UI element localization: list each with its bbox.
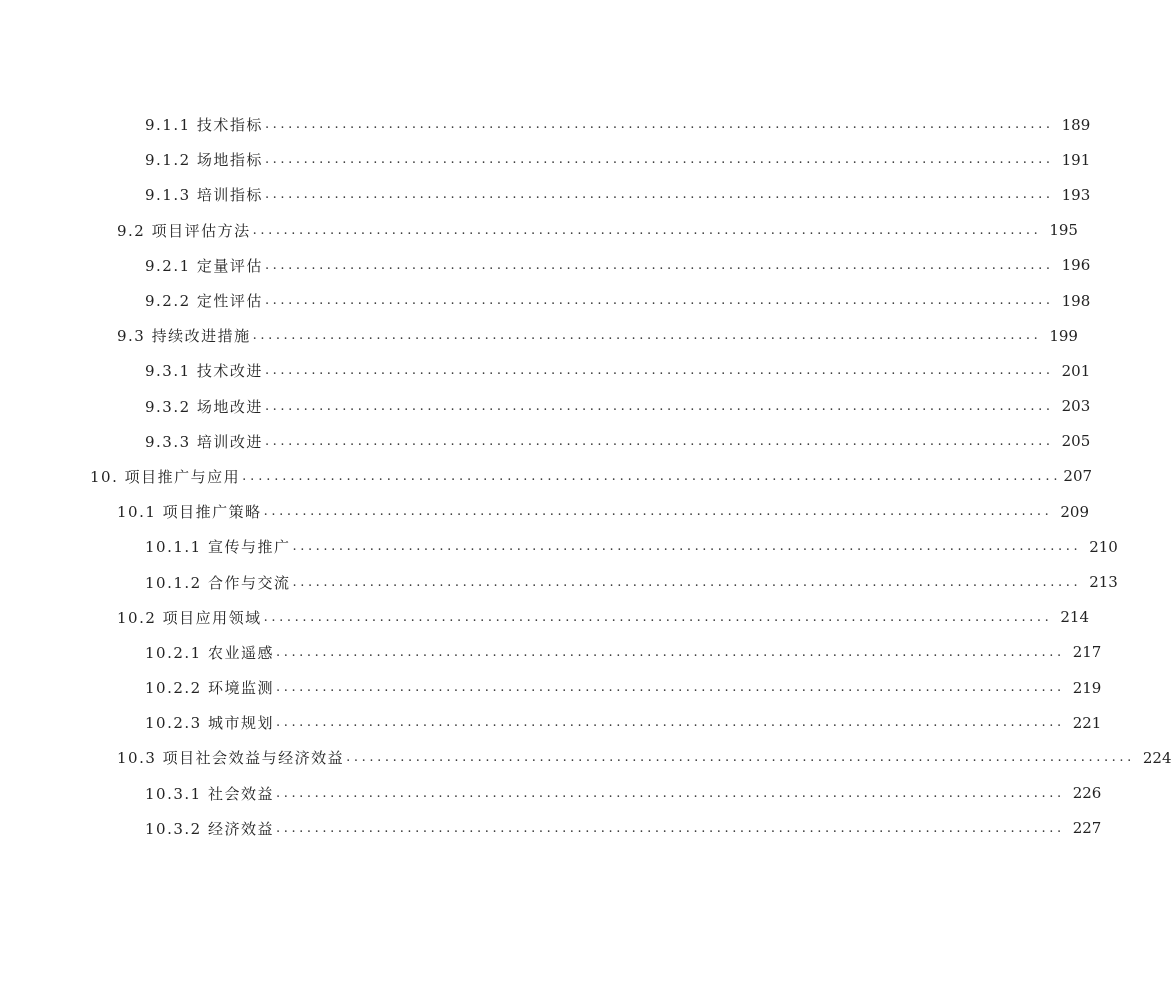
toc-entry-label: 9.2.1 定量评估 [145, 256, 263, 275]
toc-entry-10-1-1[interactable] [0, 529, 1118, 564]
toc-entry-page-number: 227 [1072, 819, 1102, 838]
toc-entry-label: 10.3 项目社会效益与经济效益 [117, 749, 345, 768]
toc-entry-label: 9.1.1 技术指标 [145, 116, 263, 135]
toc-entry-label: 9.3 持续改进措施 [117, 327, 251, 346]
dot-leader: ...................................................................................................... [264, 433, 1054, 449]
toc-entry-page-number: 226 [1072, 784, 1102, 803]
toc-entry-page-number: 224 [1142, 748, 1172, 767]
dot-leader: ...................................................................................................... [263, 609, 1053, 625]
dot-leader: ...................................................................................................... [275, 785, 1065, 801]
dot-leader: ...................................................................................................... [264, 398, 1054, 414]
toc-entry-label: 10.1 项目推广策略 [117, 503, 262, 522]
toc-entry-page-number: 221 [1072, 713, 1102, 732]
toc-entry-9-2-2[interactable] [0, 283, 1091, 318]
dot-leader: ...................................................................................................... [252, 222, 1042, 238]
toc-entry-page-number: 189 [1061, 115, 1091, 134]
dot-leader: ...................................................................................................... [264, 293, 1054, 309]
dot-leader: ...................................................................................................... [252, 328, 1042, 344]
dot-leader: ...................................................................................................... [264, 257, 1054, 273]
toc-entry-page-number: 207 [1063, 467, 1093, 486]
toc-entry-10-3-2[interactable] [0, 811, 1102, 846]
toc-entry-10-2-2[interactable] [0, 670, 1102, 705]
toc-entry-page-number: 209 [1060, 502, 1090, 521]
dot-leader: ...................................................................................................... [275, 680, 1065, 696]
toc-entry-10-3[interactable] [0, 740, 1172, 775]
dot-leader: ...................................................................................................... [264, 363, 1054, 379]
toc-entry-10-2-3[interactable] [0, 705, 1102, 740]
toc-entry-9-1-1[interactable] [0, 107, 1091, 142]
toc-entry-label: 9.3.1 技术改进 [145, 362, 263, 381]
toc-entry-page-number: 203 [1061, 397, 1091, 416]
dot-leader: ...................................................................................................... [242, 468, 1062, 484]
dot-leader: ...................................................................................................... [292, 574, 1082, 590]
toc-entry-10-1-2[interactable] [0, 564, 1118, 599]
toc-entry-label: 9.2.2 定性评估 [145, 292, 263, 311]
toc-entry-label: 10.1.2 合作与交流 [145, 573, 291, 592]
toc-entry-page-number: 201 [1061, 361, 1091, 380]
dot-leader: ...................................................................................................... [264, 152, 1054, 168]
toc-entry-10-2[interactable] [0, 600, 1090, 635]
toc-entry-label: 9.1.2 场地指标 [145, 151, 263, 170]
toc-entry-label: 10.1.1 宣传与推广 [145, 538, 291, 557]
toc-entry-label: 9.3.3 培训改进 [145, 432, 263, 451]
toc-entry-10-1[interactable] [0, 494, 1090, 529]
toc-entry-10-3-1[interactable] [0, 776, 1102, 811]
toc-entry-label: 10.3.1 社会效益 [145, 784, 274, 803]
toc-entry-9-1-3[interactable] [0, 177, 1091, 212]
toc-entry-10-2-1[interactable] [0, 635, 1102, 670]
toc-entry-label: 10.3.2 经济效益 [145, 819, 274, 838]
dot-leader: ...................................................................................................... [263, 504, 1053, 520]
toc-entry-page-number: 217 [1072, 643, 1102, 662]
toc-entry-page-number: 213 [1089, 573, 1118, 592]
toc-entry-9-3-2[interactable] [0, 389, 1091, 424]
toc-entry-label: 10.2 项目应用领域 [117, 608, 262, 627]
dot-leader: ...................................................................................................... [292, 539, 1082, 555]
toc-entry-page-number: 191 [1061, 150, 1091, 169]
table-of-contents [0, 107, 1172, 846]
toc-entry-9-3[interactable] [0, 318, 1078, 353]
toc-entry-page-number: 219 [1072, 678, 1102, 697]
toc-entry-label: 10.2.2 环境监测 [145, 679, 274, 698]
toc-entry-label: 10. 项目推广与应用 [90, 467, 241, 486]
toc-entry-label: 9.3.2 场地改进 [145, 397, 263, 416]
dot-leader: ...................................................................................................... [275, 644, 1065, 660]
toc-entry-label: 10.2.3 城市规划 [145, 714, 274, 733]
toc-entry-9-2-1[interactable] [0, 248, 1091, 283]
toc-entry-page-number: 210 [1089, 537, 1118, 556]
dot-leader: ...................................................................................................... [264, 187, 1054, 203]
toc-entry-page-number: 195 [1049, 221, 1078, 240]
dot-leader: ...................................................................................................... [275, 820, 1065, 836]
toc-entry-page-number: 199 [1049, 326, 1078, 345]
toc-entry-9-2[interactable] [0, 213, 1078, 248]
toc-entry-page-number: 193 [1061, 185, 1091, 204]
toc-entry-page-number: 198 [1061, 291, 1091, 310]
toc-entry-label: 9.2 项目评估方法 [117, 221, 251, 240]
toc-entry-label: 9.1.3 培训指标 [145, 186, 263, 205]
toc-entry-page-number: 205 [1061, 432, 1091, 451]
toc-entry-9-1-2[interactable] [0, 142, 1091, 177]
toc-entry-page-number: 214 [1060, 608, 1090, 627]
toc-entry-9-3-1[interactable] [0, 353, 1091, 388]
toc-entry-9-3-3[interactable] [0, 424, 1091, 459]
toc-entry-page-number: 196 [1061, 256, 1091, 275]
toc-entry-label: 10.2.1 农业遥感 [145, 643, 274, 662]
dot-leader: ...................................................................................................... [346, 750, 1135, 766]
dot-leader: ...................................................................................................... [264, 117, 1054, 133]
dot-leader: ...................................................................................................... [275, 715, 1065, 731]
toc-entry-10[interactable] [0, 459, 1093, 494]
